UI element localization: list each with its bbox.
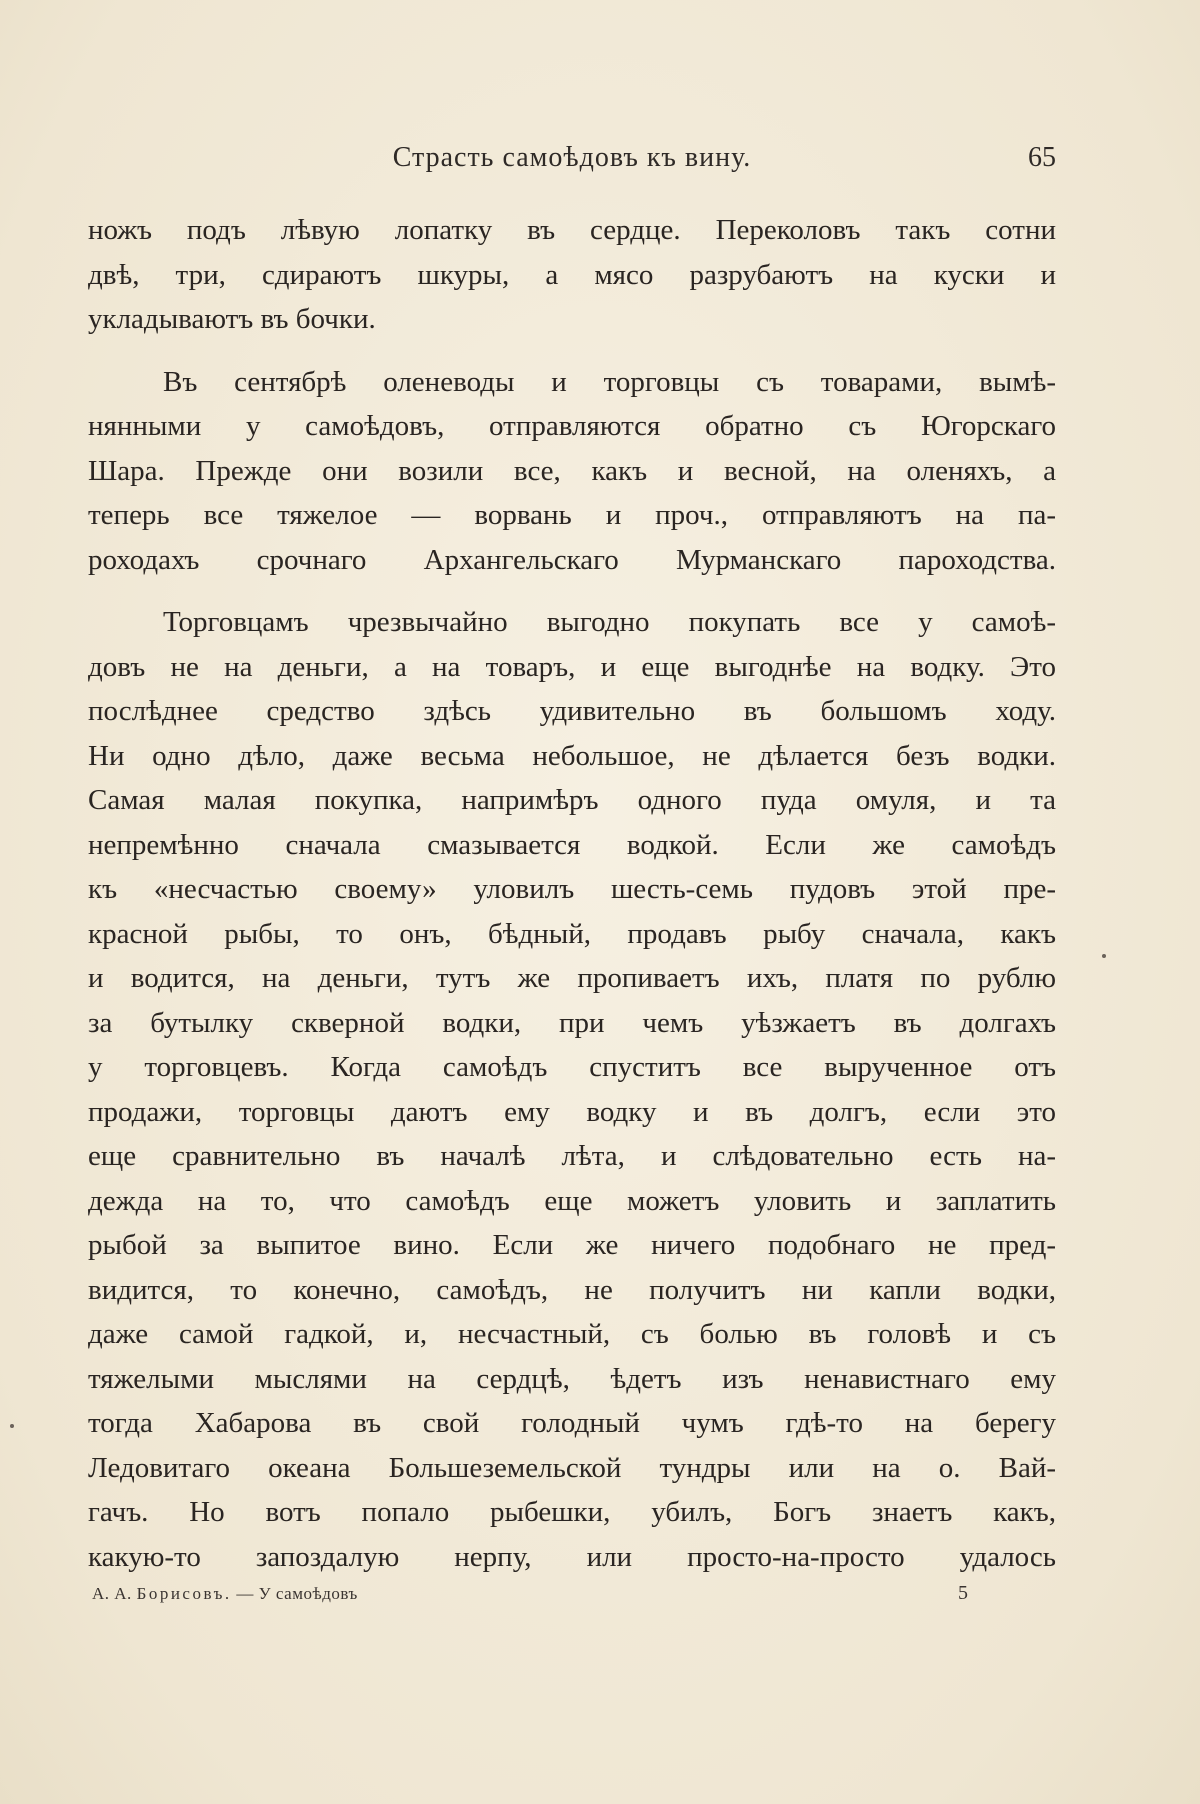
printer-signature xyxy=(92,1584,358,1604)
text-line: къ «несчастью своему» уловилъ шесть-семь пудовъ этой пре- xyxy=(88,873,1056,905)
text-line: гачъ. Но вотъ попало рыбешки, убилъ, Богъ знаетъ какъ, xyxy=(88,1496,1056,1528)
text-line: тогда Хабарова въ свой голодный чумъ гдѣ-то на берегу xyxy=(88,1407,1056,1439)
text-line: красной рыбы, то онъ, бѣдный, продавъ рыбу сначала, какъ xyxy=(88,917,1056,950)
text-line: послѣднее средство здѣсь удивительно въ большомъ ходу. xyxy=(88,695,1056,727)
text-line: еще сравнительно въ началѣ лѣта, и слѣдовательно есть на- xyxy=(88,1140,1056,1172)
text-line: Ледовитаго океана Большеземельской тундры или на о. Вай- xyxy=(88,1451,1056,1484)
text-line: за бутылку скверной водки, при чемъ уѣзжаетъ въ долгахъ xyxy=(88,1006,1056,1039)
text-line: Торговцамъ чрезвычайно выгодно покупать все у самоѣ- xyxy=(163,606,1056,638)
sheet-number: 5 xyxy=(958,1582,968,1604)
text-line: какую-то запоздалую нерпу, или просто-на-просто удалось xyxy=(88,1540,1056,1573)
paper-speck xyxy=(10,1424,14,1428)
text-line: дежда на то, что самоѣдъ еще можетъ уловить и заплатить xyxy=(88,1184,1056,1217)
signature-initials: А. А. xyxy=(92,1584,132,1603)
body-text xyxy=(88,208,1056,1579)
paragraph xyxy=(88,360,1056,583)
text-line: тяжелыми мыслями на сердцѣ, ѣдетъ изъ ненавистнаго ему xyxy=(88,1362,1056,1395)
paper-speck xyxy=(1102,954,1106,958)
page-footer xyxy=(92,1584,972,1612)
text-line: Самая малая покупка, напримѣръ одного пуда омуля, и та xyxy=(88,784,1056,816)
text-line: Ни одно дѣло, даже весьма небольшое, не дѣлается безъ водки. xyxy=(88,739,1056,772)
text-line: даже самой гадкой, и, несчастный, съ болью въ головѣ и съ xyxy=(88,1318,1056,1350)
paragraph xyxy=(88,208,1056,342)
page-number: 65 xyxy=(1028,142,1056,173)
text-line: теперь все тяжелое — ворвань и проч., отправляютъ на па- xyxy=(88,499,1056,531)
paragraph xyxy=(88,600,1056,1579)
page-header xyxy=(88,142,1056,182)
signature-surname: Борисовъ. xyxy=(136,1584,232,1603)
signature-title: — У самоѣдовъ xyxy=(236,1584,358,1603)
text-line: видится, то конечно, самоѣдъ, не получитъ ни капли водки, xyxy=(88,1273,1056,1306)
text-line: продажи, торговцы даютъ ему водку и въ долгъ, если это xyxy=(88,1095,1056,1128)
text-line: двѣ, три, сдираютъ шкуры, а мясо разрубаютъ на куски и xyxy=(88,258,1056,291)
text-line: и водится, на деньги, тутъ же пропиваетъ ихъ, платя по рублю xyxy=(88,962,1056,994)
text-line: у торговцевъ. Когда самоѣдъ спуститъ все вырученное отъ xyxy=(88,1051,1056,1083)
text-line: нянными у самоѣдовъ, отправляются обратно съ Югорскаго xyxy=(88,410,1056,442)
text-line: роходахъ срочнаго Архангельскаго Мурманскаго пароходства. xyxy=(88,543,1056,576)
running-head: Страсть самоѣдовъ къ вину. xyxy=(392,142,752,173)
text-line: непремѣнно сначала смазывается водкой. Если же самоѣдъ xyxy=(88,828,1056,861)
text-line: укладываютъ въ бочки. xyxy=(88,303,376,335)
text-line: Въ сентябрѣ оленеводы и торговцы съ товарами, вымѣ- xyxy=(163,365,1056,398)
text-line: рыбой за выпитое вино. Если же ничего подобнаго не пред- xyxy=(88,1229,1056,1261)
text-line: ножъ подъ лѣвую лопатку въ сердце. Переколовъ такъ сотни xyxy=(88,214,1056,246)
text-line: довъ не на деньги, а на товаръ, и еще выгоднѣе на водку. Это xyxy=(88,650,1056,683)
text-line: Шара. Прежде они возили все, какъ и весной, на оленяхъ, а xyxy=(88,454,1056,487)
